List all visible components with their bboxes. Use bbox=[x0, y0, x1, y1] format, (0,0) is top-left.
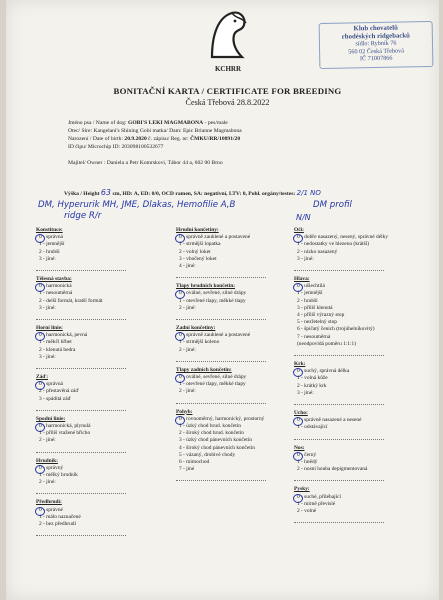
section-col3-0 bbox=[294, 227, 434, 271]
option: 4 - příliš výrazný stop bbox=[297, 312, 345, 319]
fill-in-line bbox=[36, 445, 126, 453]
option: 3 - jiné: bbox=[297, 255, 314, 262]
section-col3-4 bbox=[294, 445, 434, 482]
fill-in-line bbox=[294, 397, 384, 405]
option: 2 - nízko nasazený bbox=[297, 248, 338, 255]
club-logo bbox=[202, 5, 254, 77]
selected-option: 0 - dobře nasazený, nesený, správné délky bbox=[294, 234, 434, 241]
section-col2-4 bbox=[176, 409, 300, 482]
section-col1-6 bbox=[36, 499, 166, 536]
owner-label: Majitel/ Owner : bbox=[68, 160, 106, 166]
option: 1 - volná kůže bbox=[297, 375, 328, 382]
section-col1-5 bbox=[36, 458, 166, 495]
selected-option: 0 - správně zauhlené a postavené bbox=[176, 234, 300, 241]
stamp-line-4: 560 02 Česká Třebová bbox=[348, 47, 405, 56]
option: 2 - jiné: bbox=[179, 304, 196, 311]
reg-label: č. zápisu/ Reg. nr: bbox=[148, 136, 189, 142]
option: 6 - špičatý čenich (trojúhelníkovitý) bbox=[297, 326, 375, 333]
section-col3-2 bbox=[294, 361, 434, 405]
selected-option: 0 - suché, přiléhající bbox=[294, 494, 434, 501]
height-unit: cm, bbox=[112, 191, 121, 197]
option: 2 - bez předhrudí bbox=[39, 521, 76, 528]
section-col3-3 bbox=[294, 410, 434, 440]
option: 1 - úzký chod hrud. končetin bbox=[179, 423, 241, 430]
fill-in-line bbox=[36, 361, 126, 369]
section-heading: Pohyb: bbox=[176, 408, 193, 415]
fill-in-line bbox=[36, 486, 126, 494]
section-heading: Tělesná stavba: bbox=[36, 276, 72, 283]
dam-value: Epic Brianne Magmabona bbox=[182, 128, 242, 134]
section-heading: Konstituce: bbox=[36, 227, 63, 233]
selected-option: 0 - rovnoměrný, harmonický, prostorný bbox=[176, 416, 300, 423]
fill-in-line bbox=[176, 354, 266, 362]
option: 2 - nosní houba depigmentovaná bbox=[297, 466, 368, 473]
stamp-line-2: rhodéských ridgebacků bbox=[341, 32, 410, 41]
document-subtitle: Česká Třebová 28.8.2022 bbox=[185, 98, 270, 107]
section-col2-0 bbox=[176, 227, 300, 278]
option: 1 - otevřené tlapy, měkké tlapy bbox=[179, 297, 246, 304]
selected-option: 0 - černý bbox=[294, 452, 434, 459]
stamp-line-1: Klub chovatelů bbox=[353, 24, 398, 33]
selected-option: 0 - správné bbox=[36, 507, 166, 514]
fill-in-line bbox=[176, 473, 266, 481]
selected-option: 0 - správná bbox=[36, 381, 166, 388]
option: 3 - jiné: bbox=[39, 255, 56, 262]
option: 1 - strmější koleno bbox=[179, 339, 220, 346]
fill-in-line bbox=[294, 515, 384, 523]
option: 1 - nesouměrná bbox=[39, 290, 73, 297]
section-heading: Tlapy zadních končetin: bbox=[176, 366, 232, 373]
selected-option: 0 - ušlechtilá bbox=[294, 283, 434, 290]
option: 2 - jiné: bbox=[39, 437, 56, 444]
option: 2 - jiné: bbox=[39, 479, 56, 486]
section-col3-5 bbox=[294, 486, 434, 523]
option: 1 - mělký hrudník bbox=[39, 472, 78, 479]
stamp-line-3: sídlo: Rybník 76 bbox=[355, 39, 397, 48]
fill-in-line bbox=[36, 312, 126, 320]
option: 4 - široký chod pánevních končetin bbox=[179, 444, 255, 451]
section-col1-3 bbox=[36, 374, 166, 411]
section-heading: Hlava: bbox=[294, 276, 310, 283]
handwritten-dm-profile: DM profil bbox=[313, 200, 352, 210]
option: 4 - jiné: bbox=[179, 263, 196, 270]
selected-option: 0 - správná bbox=[36, 234, 166, 241]
section-heading: Spodní linie: bbox=[36, 415, 66, 422]
section-heading: Záď: bbox=[36, 374, 49, 381]
owner-value: Daniela a Petr Komrskovi, Tábor 44 a, 602 00 Brno bbox=[106, 160, 223, 166]
option: 2 - široký chod hrud. končetin bbox=[179, 430, 244, 437]
option: 2 - krátký krk bbox=[297, 382, 327, 389]
option: 3 - jiné: bbox=[39, 353, 56, 360]
option: 3 - příliš klenutá bbox=[297, 304, 333, 311]
handwritten-ridge: ridge R/r bbox=[64, 211, 102, 221]
fill-in-line bbox=[294, 348, 384, 356]
section-heading: Hrudní končetiny: bbox=[176, 227, 219, 233]
sire-label: Otec/ Sire: bbox=[68, 128, 93, 134]
section-col3-1 bbox=[294, 276, 434, 356]
column-left bbox=[36, 227, 166, 541]
section-col1-1 bbox=[36, 276, 166, 320]
section-heading: Předhrudí: bbox=[36, 499, 62, 506]
option: 1 - strmější lopatka bbox=[179, 241, 221, 248]
health-line bbox=[64, 188, 321, 197]
option: 2 - přestavěná záď bbox=[39, 388, 79, 395]
club-stamp bbox=[319, 21, 434, 69]
fill-in-line bbox=[176, 396, 266, 404]
parents-line bbox=[68, 128, 242, 134]
option: 7 - nesouměrná bbox=[297, 333, 331, 340]
section-heading: Horní linie: bbox=[36, 325, 63, 332]
selected-option: 0 - suchý, správná délka bbox=[294, 368, 434, 375]
section-heading: Pysky: bbox=[294, 486, 310, 493]
section-col2-1 bbox=[176, 283, 300, 320]
option: 2 - klenutá bedra bbox=[39, 346, 76, 353]
option: 1 - jemnější bbox=[297, 290, 323, 297]
stamp-line-5: IČ 71007866 bbox=[359, 55, 393, 63]
selected-option: 0 - oválné, sevřené, silné drápy bbox=[176, 290, 300, 297]
option: 1 - málo naznačené bbox=[39, 513, 81, 520]
dog-sex: - pes/male bbox=[204, 120, 228, 126]
option: 7 - jiné bbox=[179, 466, 195, 473]
selected-option: 0 - harmonická bbox=[36, 283, 166, 290]
option: 1 - odstávající bbox=[297, 424, 328, 431]
fill-in-line bbox=[36, 403, 126, 411]
birth-value: 20.9.2020 bbox=[124, 136, 147, 142]
dam-label: matka/ Dam: bbox=[152, 128, 182, 134]
option: 1 - nedostatky ve hlezenu (krátší) bbox=[297, 241, 369, 248]
chip-label: ID čipu/ Microchip ID: bbox=[68, 144, 121, 150]
option: 5 - nezřetelný stop bbox=[297, 319, 337, 326]
health-results: HD: A, ED: 0/0, OCD ramen, SA: negativní, LTV: 0, Pohl. orgány/testes: bbox=[122, 191, 296, 197]
section-col2-2 bbox=[176, 325, 300, 362]
fill-in-line bbox=[36, 528, 126, 536]
fill-in-line bbox=[294, 432, 384, 440]
column-right bbox=[294, 227, 434, 528]
section-heading: Nos: bbox=[294, 444, 305, 451]
chip-line bbox=[68, 144, 163, 150]
column-middle bbox=[176, 227, 300, 486]
height-label: Výška / Height bbox=[64, 191, 100, 197]
reg-value: ČMKU/RR/10891/20 bbox=[190, 136, 241, 142]
handwritten-nn: N/N bbox=[296, 213, 311, 222]
option: 2 - volný loket bbox=[179, 248, 211, 255]
option: 5 - vázaný, drobivé chody bbox=[179, 451, 236, 458]
selected-option: 0 - oválné, sevřené, silné drápy bbox=[176, 374, 300, 381]
dog-name-value: GOBI'S LEKI MAGMABONA bbox=[127, 120, 204, 126]
option: 3 - úzký chod pánevních končetin bbox=[179, 437, 252, 444]
section-heading: Krk: bbox=[294, 361, 306, 368]
testes-value: 2/1 NO bbox=[296, 189, 321, 197]
fill-in-line bbox=[294, 473, 384, 481]
option: 3 - vbočený loket bbox=[179, 255, 217, 262]
handwritten-tests: DM, Hyperurik MH, JME, Dlakas, Hemofilie A,B bbox=[38, 200, 236, 210]
section-heading: Hrudník: bbox=[36, 457, 58, 464]
birth-label: Narození / Date of birth: bbox=[68, 136, 123, 142]
selected-option: 0 - harmonická, pevná bbox=[36, 332, 166, 339]
section-col1-4 bbox=[36, 416, 166, 453]
option: 1 - mírně převislé bbox=[297, 500, 336, 507]
option: 2 - jiné: bbox=[179, 346, 196, 353]
option: 1 - jemnější bbox=[39, 241, 65, 248]
option: 1 - otevřené tlapy, měkké tlapy bbox=[179, 381, 246, 388]
option: 2 - delší formát, kratší formát bbox=[39, 297, 103, 304]
owner-line bbox=[68, 160, 223, 166]
section-heading: Tlapy hrudních končetin: bbox=[176, 283, 236, 290]
fill-in-line bbox=[294, 263, 384, 271]
height-value: 63 bbox=[100, 188, 112, 197]
option: 2 - jiné: bbox=[179, 388, 196, 395]
section-col2-3 bbox=[176, 367, 300, 404]
sire-value: Kangelani's Shining Gobi bbox=[93, 128, 152, 134]
certificate-paper bbox=[6, 0, 439, 600]
option: 1 - měkčí hřbet bbox=[39, 339, 72, 346]
fill-in-line bbox=[36, 263, 126, 271]
selected-option: 0 - harmonická, plynulá bbox=[36, 423, 166, 430]
fill-in-line bbox=[176, 270, 266, 278]
option: 3 - spáditá záď bbox=[39, 395, 72, 402]
section-col1-0 bbox=[36, 227, 166, 271]
selected-option: 0 - správně zauhlené a postavené bbox=[176, 332, 300, 339]
chip-value: 203098100532677 bbox=[121, 144, 164, 150]
section-heading: Oči: bbox=[294, 227, 304, 233]
dog-name-label: Jméno psa / Name of dog: bbox=[68, 120, 127, 126]
birth-line bbox=[68, 136, 240, 142]
option: 2 - volné bbox=[297, 508, 317, 515]
option: 1 - příliš vtažené břicho bbox=[39, 430, 91, 437]
option: 1 - hnědý bbox=[297, 459, 318, 466]
option: 3 - jiné: bbox=[39, 304, 56, 311]
section-col1-2 bbox=[36, 325, 166, 369]
fill-in-line bbox=[176, 312, 266, 320]
selected-option: 0 - správný bbox=[36, 465, 166, 472]
option: (neodpovídá poměru 1:1:1) bbox=[297, 340, 356, 347]
option: 2 - hrubší bbox=[297, 297, 318, 304]
dog-name-line bbox=[68, 120, 228, 126]
document-title: BONITAČNÍ KARTA / CERTIFICATE FOR BREEDING bbox=[113, 86, 342, 96]
option: 2 - hrubší bbox=[39, 248, 60, 255]
option: 3 - jiné: bbox=[297, 389, 314, 396]
section-heading: Zadní končetiny: bbox=[176, 325, 216, 332]
selected-option: 0 - správně nasazené a nesené bbox=[294, 417, 434, 424]
logo-text: KCHRR bbox=[214, 65, 242, 73]
ridgeback-head-icon bbox=[202, 5, 254, 65]
option: 6 - mimochod bbox=[179, 459, 210, 466]
section-heading: Ucho: bbox=[294, 410, 308, 417]
